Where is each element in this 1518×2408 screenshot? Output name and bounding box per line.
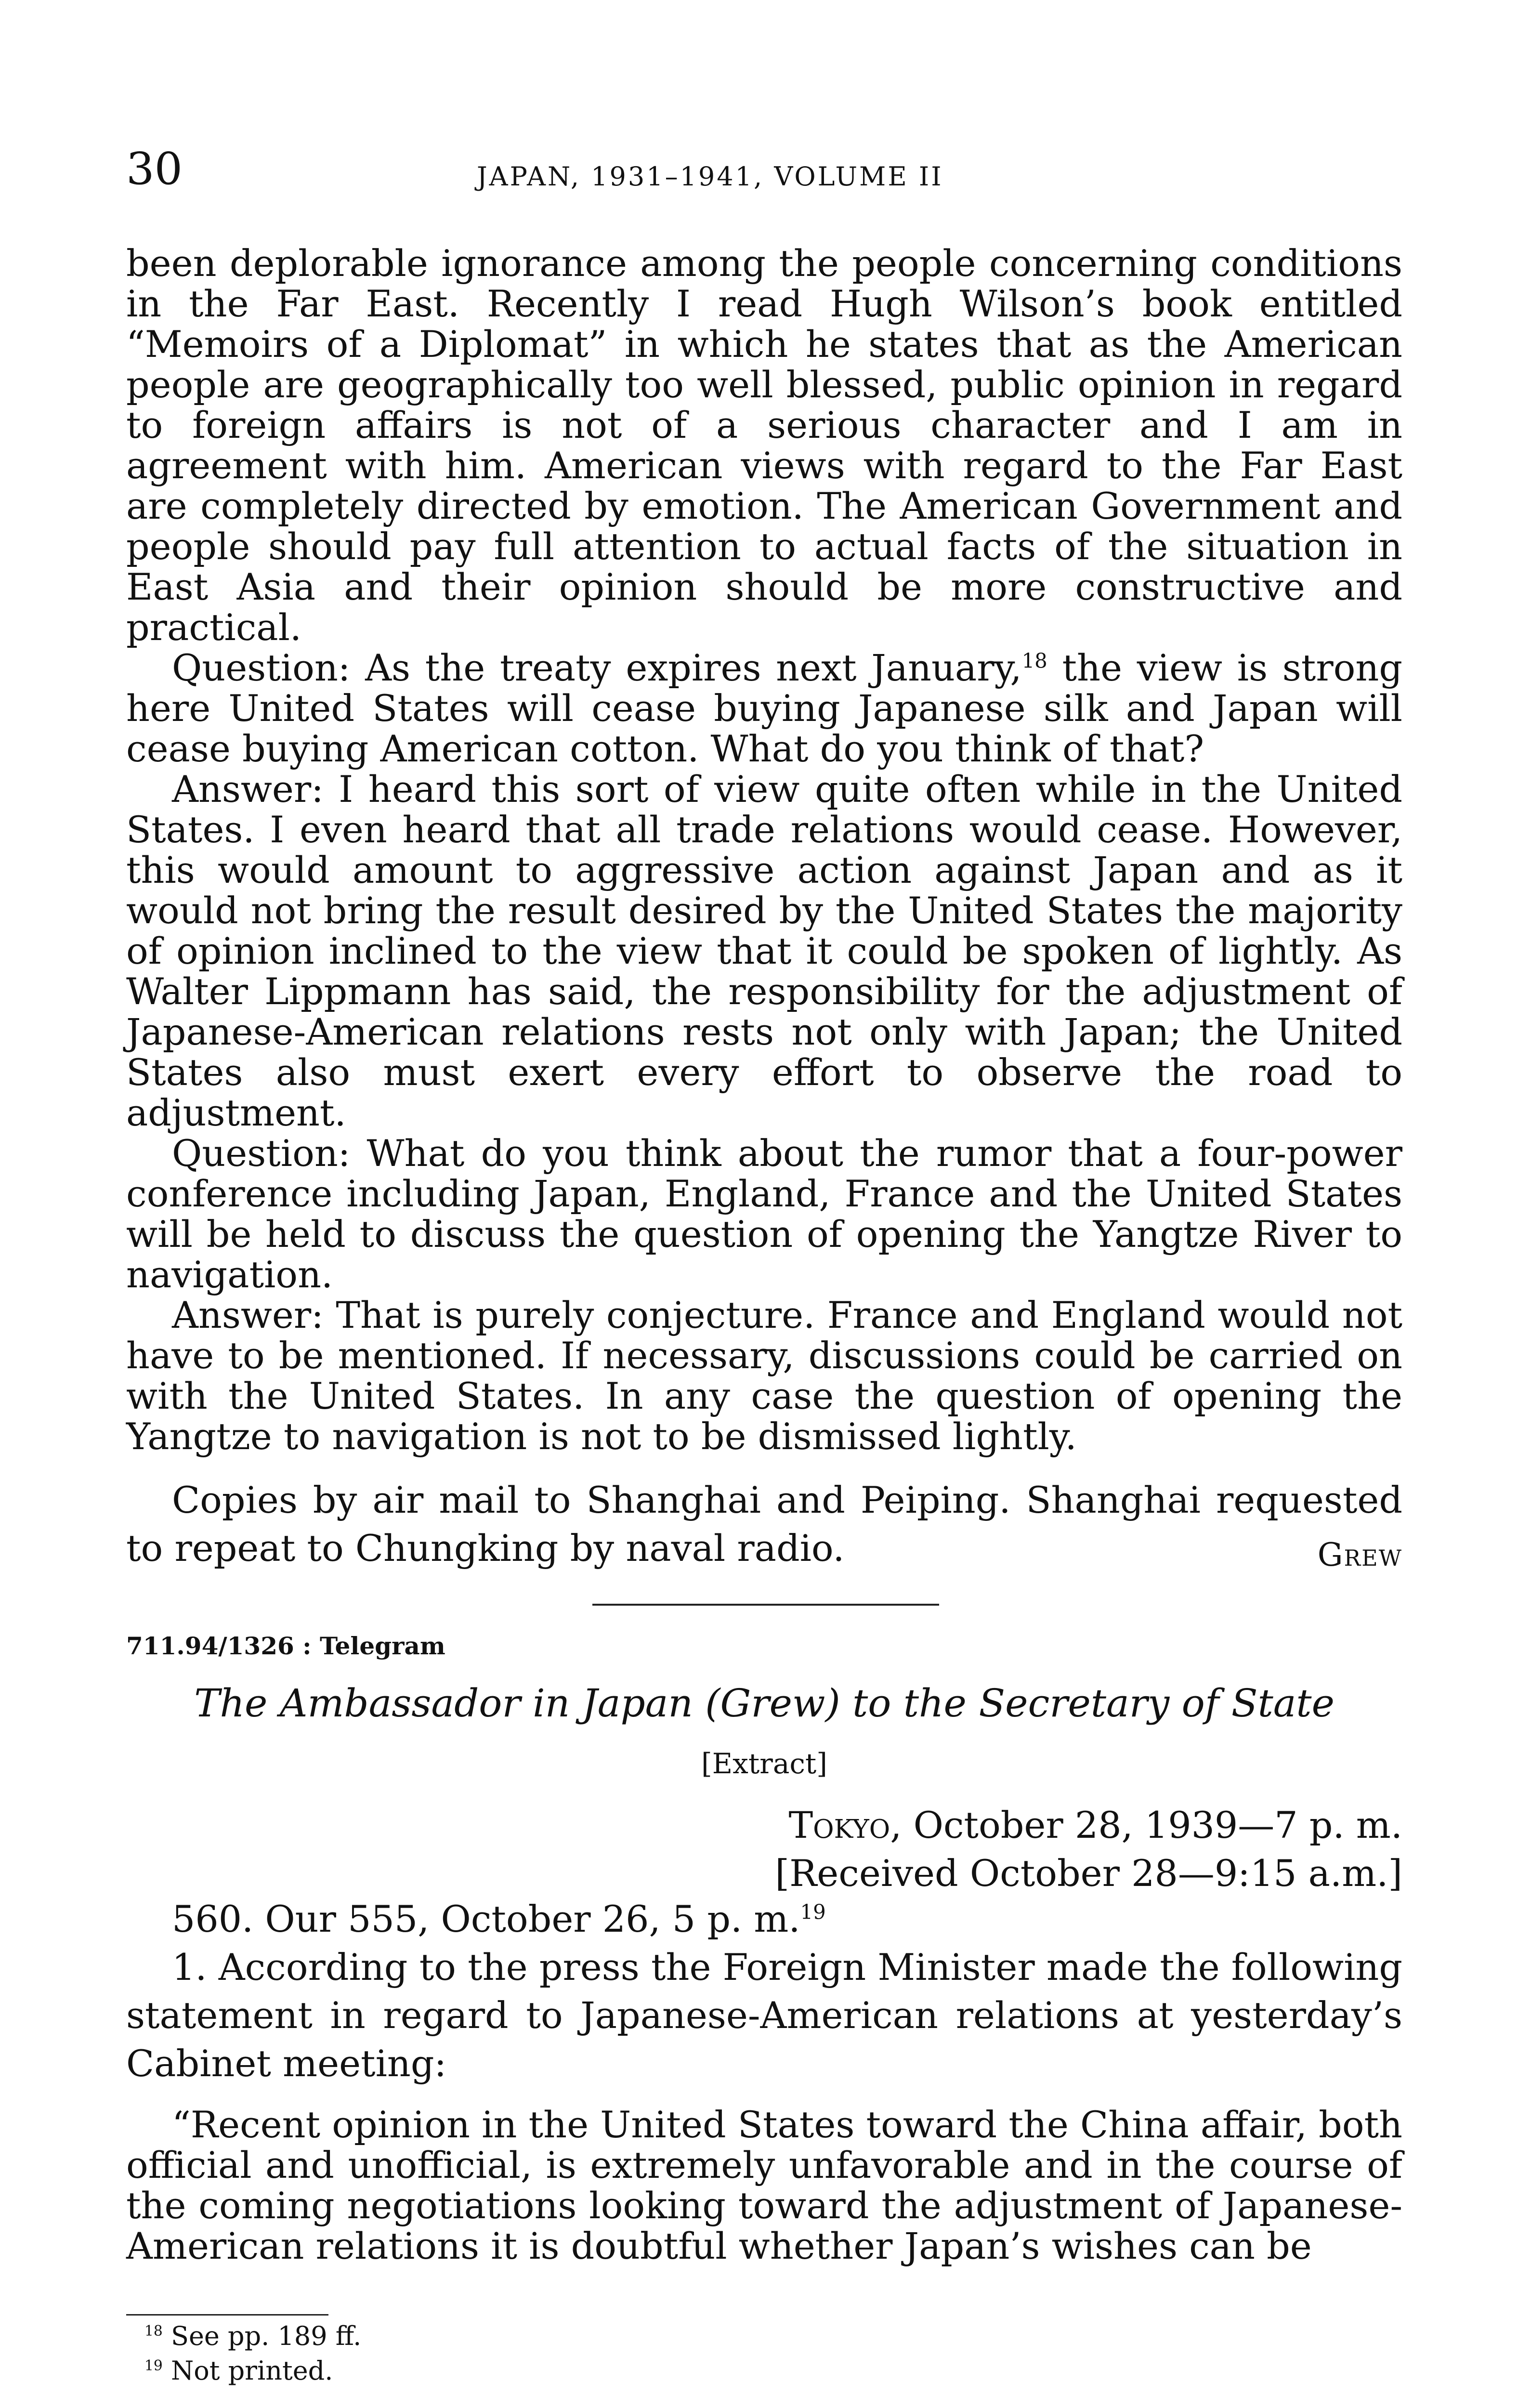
reference-line: 560. Our 555, October 26, 5 p. m.$^{19}$ (172, 1898, 826, 1940)
place: Tokyo, (788, 1804, 902, 1846)
paragraph-continuation: been deplorable ignorance among the people concerning conditions in the Far East. Recently I read Hugh Wilson’s book entitled “Memoirs of a Diplomat” in which he states that as the American people are geographically too well blessed, public opinion in regard to foreign affairs is not of a serious character and I am in agreement with him. American views with regard to the Far East are completely directed by emotion. The American Government and people should pay full attention to actual facts of the situation in East Asia and their opinion should be more constructive and practical. (126, 242, 1402, 649)
received-line: [Received October 28—9:15 a.m.] (775, 1852, 1402, 1895)
footnote-divider (126, 2314, 328, 2316)
upper-body (126, 243, 1402, 1572)
paragraph-answer-2: Answer: That is purely conjecture. France and England would not have to be mentioned. If necessary, discussions could be carried on with the United States. In any case the question of opening the Yangtze to navigation is not to be dismissed lightly. (126, 1294, 1402, 1458)
footnote-19: $^{19}$ Not printed. (144, 2356, 333, 2386)
paragraph-1: 1. According to the press the Foreign Minister made the following statement in regard to Japanese-American relations at yesterday’s Cabinet meeting: (126, 1946, 1402, 2085)
footnotes (144, 2319, 361, 2388)
footnote-18: $^{18}$ See pp. 189 ff. (144, 2321, 362, 2351)
paragraph-question-2: Question: What do you think about the rumor that a four-power conference including Japan, England, France and the United States will be held to discuss the question of opening the Yangtze River to navigation. (126, 1132, 1402, 1296)
footnote-ref-18: 18 (1021, 649, 1047, 673)
dateline (775, 1801, 1402, 1898)
document-title: The Ambassador in Japan (Grew) to the Secretary of State (194, 1681, 1335, 1726)
file-number: 711.94/1326 : Telegram (126, 1632, 445, 1660)
signature: Grew (1317, 1536, 1402, 1573)
extract-label: [Extract] (701, 1747, 827, 1780)
sent-line (775, 1801, 1402, 1849)
copies-note: Copies by air mail to Shanghai and Peiping. Shanghai requested to repeat to Chungking by naval radio. (126, 1479, 1402, 1570)
sent-date: October 28, 1939—7 p. m. (902, 1804, 1402, 1846)
page-number: 30 (126, 143, 183, 195)
minister-quote: “Recent opinion in the United States toward the China affair, both official and unofficial, is extremely unfavorable and in the course of the coming negotiations looking toward the adjustment of Japanese-American relations it is doubtful whether Japan’s wishes can be (126, 2103, 1402, 2267)
footnote-ref-19: 19 (800, 1900, 826, 1924)
paragraph-question-1: Question: As the treaty expires next January,$^{18}$ the view is strong here United States will cease buying Japanese silk and Japan will cease buying American cotton. What do you think of that? (126, 646, 1403, 770)
telegram-body (126, 1895, 1402, 2266)
paragraph-answer-1: Answer: I heard this sort of view quite often while in the United States. I even heard that all trade relations would cease. However, this would amount to aggressive action against Japan and as it would not bring the result desired by the United States the majority of opinion inclined to the view that it could be spoken of lightly. As Walter Lippmann has said, the responsibility for the adjustment of Japanese-American relations rests not only with Japan; the United States also must exert every effort to observe the road to adjustment. (126, 768, 1402, 1134)
running-title: JAPAN, 1931–1941, VOLUME II (477, 161, 943, 192)
section-divider (592, 1604, 939, 1606)
